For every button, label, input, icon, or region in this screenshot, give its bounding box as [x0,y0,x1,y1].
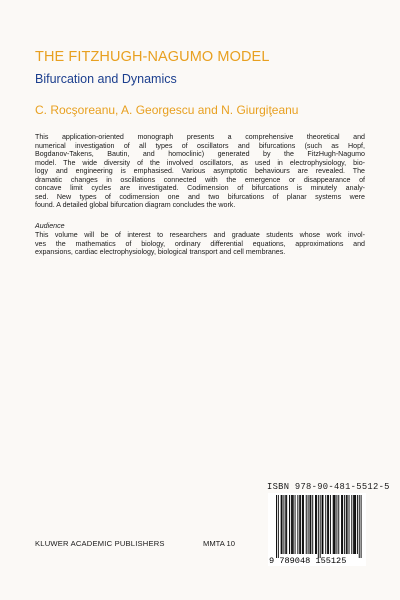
description-paragraph [35,133,365,210]
isbn-label: ISBN 978-90-481-5512-5 [267,482,390,492]
description-line: Bogdanov-Takens, Bautin, and homoclinic) generated by the FitzHugh-Nagumo [35,150,365,159]
audience-line: ves the mathematics of biology, ordinary differential equations, approximations and [35,239,365,248]
barcode-bar [291,495,292,554]
barcode-digits: 9 789048 155125 [269,556,347,566]
barcode-bar [328,495,329,554]
barcode-bar [306,495,307,554]
publisher-name: KLUWER ACADEMIC PUBLISHERS [35,539,165,548]
description-line: found. A detailed global bifurcation diagram concludes the work. [35,201,236,210]
barcode-bar [292,495,293,554]
book-subtitle: Bifurcation and Dynamics [35,72,177,86]
barcode-bar [323,495,324,554]
barcode-bar [295,495,296,554]
barcode-bar [354,495,355,554]
barcode-bar [285,495,286,554]
barcode-bar [320,495,321,558]
barcode-bar [278,495,279,558]
description-line: dramatic changes in oscillations connected with the emergence or disappearance of [35,175,365,184]
barcode-bar [308,495,309,554]
barcode-bar [341,495,342,554]
barcode-bar [303,495,304,554]
barcode-bar [359,495,360,558]
barcode-bar [302,495,303,554]
barcode-bar [334,495,335,554]
barcode-bar [300,495,301,554]
barcode-bar [327,495,328,554]
barcode-bar [351,495,352,554]
barcode-bar [297,495,298,554]
barcode-bar [316,495,317,554]
description-line: concave limit cycles are investigated. Codimension of bifurcations is minutely analy- [35,184,365,193]
barcode-bar [346,495,347,554]
barcode-bar [325,495,326,554]
barcode-bar [338,495,339,554]
barcode-bar [299,495,300,554]
barcode-bar [347,495,348,554]
barcode-bar [322,495,323,554]
barcode-bar [353,495,354,554]
barcode-bar [310,495,311,554]
barcode-image [268,493,366,566]
barcode-bar [342,495,343,554]
series-label: MMTA 10 [203,539,235,548]
barcode-bar [357,495,358,554]
audience-line: This volume will be of interest to researchers and graduate students whose work invol- [35,231,365,239]
barcode-bar [361,495,362,558]
barcode-bar [293,495,294,554]
book-title: THE FITZHUGH-NAGUMO MODEL [35,49,270,65]
barcode-bar [335,495,336,554]
description-line: logy and engineering is emphasised. Various asymptotic behaviours are revealed. The [35,167,365,176]
audience-paragraph [35,231,365,257]
barcode-bar [286,495,287,554]
barcode-bar [349,495,350,554]
barcode-bar [336,495,337,554]
barcode-bar [289,495,290,554]
barcode-bar [312,495,313,554]
barcode-bar [283,495,284,554]
barcode-bar [330,495,331,554]
description-line: sed. New types of codimension one and two bifurcations of planar systems were [35,192,365,201]
barcode-bar [355,495,356,554]
barcode-bar [333,495,334,554]
barcode-bar [281,495,282,554]
barcode-bar [309,495,310,554]
barcode-bar [276,495,277,558]
description-line: numerical investigation of all types of oscillators and bifurcations (such as Hopf, [35,141,365,150]
book-authors: C. Rocşoreanu, A. Georgescu and N. Giurgiţeanu [35,103,299,117]
barcode-bar [315,495,316,554]
description-line: This application-oriented monograph presents a comprehensive theoretical and [35,133,365,141]
barcode-bar [282,495,283,554]
audience-line: expansions, cardiac electrophysiology, biological transport and cell membranes. [35,248,286,257]
barcode-bar [344,495,345,554]
barcode-bar [318,495,319,558]
description-line: model. The wide diversity of the involved oscillators, as used in electrophysiology, bio- [35,158,365,167]
audience-heading: Audience [35,222,65,230]
